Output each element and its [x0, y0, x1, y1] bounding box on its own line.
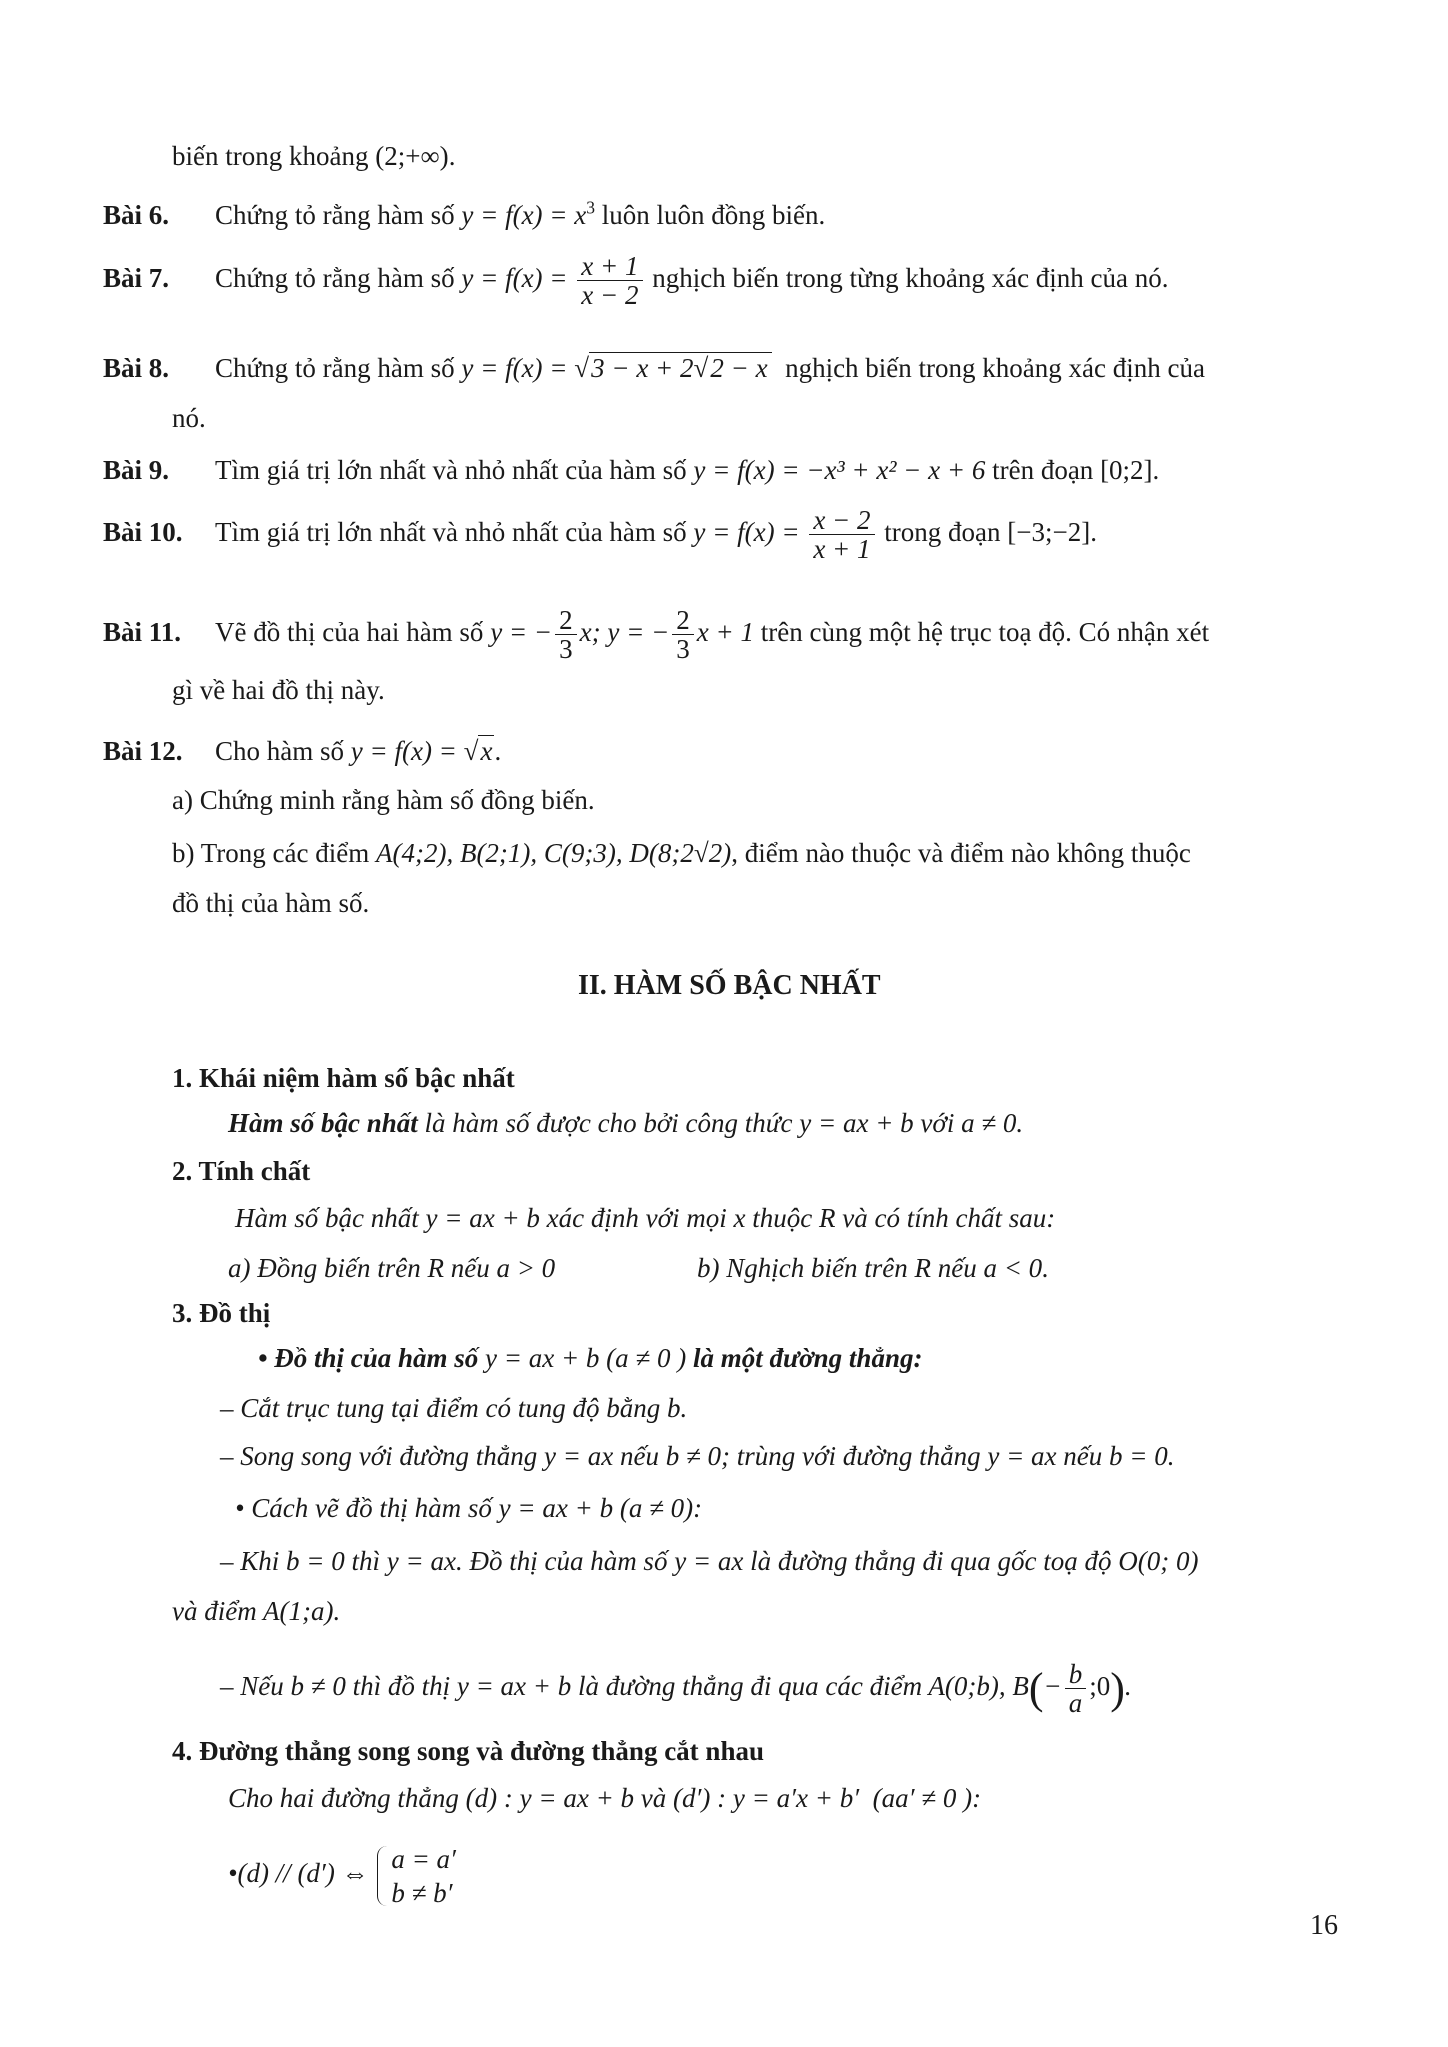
text: xác định với mọi x thuộc R và có tính chất sau: — [546, 1203, 1056, 1233]
text: . — [333, 1596, 341, 1626]
exercise-label: Bài 6. — [103, 200, 170, 230]
text: là đường thẳng đi qua gốc toạ độ O(0; 0) — [750, 1546, 1199, 1576]
math-expression: y = f(x) = −x³ + x² − x + 6 — [693, 455, 986, 485]
math-expression: y = f(x) = √ — [350, 736, 479, 766]
text: – Nếu — [220, 1671, 284, 1702]
exercise-text: trên cùng một hệ trục toạ độ. Có nhận xét — [760, 617, 1210, 648]
math-relation: •(d) // (d′) ⇔ — [228, 1858, 369, 1889]
numerator: x − 2 — [809, 506, 874, 535]
math-expression: y = f(x) = — [461, 263, 568, 294]
exercise-label: Bài 10. — [103, 517, 183, 548]
text: biến trong khoảng — [172, 141, 369, 171]
text: và điểm — [172, 1596, 257, 1626]
math-expression: y = f(x) = — [693, 517, 800, 548]
subsection-4-heading: 4. Đường thẳng song song và đường thẳng cắt nhau — [172, 1736, 764, 1766]
text: nếu — [1063, 1441, 1103, 1471]
parallel-condition — [228, 1842, 456, 1910]
exercise-9 — [103, 452, 1159, 488]
math-expression: y = f(x) = √ — [461, 353, 590, 383]
text: • Đồ thị của hàm số — [258, 1343, 479, 1373]
exercise-12-part-b-continuation — [172, 885, 369, 921]
property-intro — [235, 1200, 1055, 1236]
text: . Đồ thị của hàm số — [455, 1546, 668, 1576]
exercise-text: , điểm nào thuộc và điểm nào không thuộc — [731, 838, 1191, 868]
math-points: A(4;2), B(2;1), C(9;3), D(8;2√2) — [375, 838, 732, 868]
equation-system — [375, 1842, 456, 1910]
math-condition: a < 0 — [983, 1253, 1043, 1283]
exercise-text: Tìm giá trị lớn nhất và nhỏ nhất của hàm số — [215, 455, 687, 485]
math-expression: y = − — [490, 617, 553, 648]
exercise-11-continuation — [172, 672, 385, 708]
math-line-d-prime: (d′) : y = a′x + b′ — [673, 1783, 860, 1813]
section-title: II. HÀM SỐ BẬC NHẤT — [578, 970, 881, 1001]
text: ; trùng với đường thẳng — [721, 1441, 981, 1471]
text: . — [1042, 1253, 1049, 1283]
text: – Khi — [220, 1546, 280, 1576]
graph-bullet-1 — [258, 1340, 922, 1376]
math-fraction — [672, 606, 694, 664]
text: nếu — [619, 1441, 659, 1471]
right-paren: ) — [1110, 1663, 1125, 1713]
radicand: 3 − x + 2√ — [591, 353, 709, 383]
exercise-7 — [103, 252, 1169, 310]
math-expression: y = ax — [674, 1546, 744, 1576]
text: với — [920, 1108, 955, 1138]
numerator: 2 — [672, 606, 694, 635]
exercise-11 — [103, 606, 1209, 664]
inner-radicand: 2 − x — [710, 353, 768, 383]
numerator: x + 1 — [577, 252, 642, 281]
graph-dash-2 — [220, 1438, 1175, 1474]
math-interval: (2;+∞) — [375, 141, 449, 171]
definition-line — [228, 1105, 1023, 1141]
math-line-d: (d) : y = ax + b — [465, 1783, 635, 1813]
math-expression: y = ax + b — [456, 1671, 572, 1702]
math-point: A(0;b) — [928, 1671, 999, 1702]
text: thì — [351, 1546, 381, 1576]
radicand: x — [480, 736, 493, 766]
math-fraction — [555, 606, 577, 664]
graph-dash-3-continuation — [172, 1593, 340, 1629]
exercise-12-part-b — [172, 835, 1191, 871]
denominator: a — [1068, 1688, 1083, 1719]
system-equation-2: b ≠ b′ — [391, 1878, 453, 1908]
exercise-8-continuation — [172, 400, 206, 436]
math-expression: y = − — [607, 617, 670, 648]
text: là hàm số được cho bởi công thức — [424, 1108, 793, 1138]
graph-dash-4: – Nếu b ≠ 0 thì đồ thị y = ax + b là đường thẳng đi qua các điểm A(0;b), B(− $\frac{b}{a}$ ;0). — [220, 1659, 1132, 1719]
property-b — [697, 1250, 1049, 1286]
math-condition: b = 0 — [286, 1546, 345, 1576]
system-equation-1: a = a′ — [391, 1844, 456, 1874]
text: là một đường thẳng: — [692, 1343, 923, 1373]
left-paren: ( — [1028, 1663, 1044, 1713]
denominator: 3 — [559, 634, 573, 665]
math-point: A(1;a) — [262, 1596, 334, 1626]
text: . — [1016, 1108, 1024, 1138]
math-interval: [−3;−2] — [1007, 517, 1091, 548]
lines-intro — [228, 1780, 981, 1816]
text: . — [1090, 517, 1097, 548]
text: và — [640, 1783, 667, 1813]
exercise-8 — [103, 350, 1205, 386]
math-condition: a ≠ 0 — [961, 1108, 1017, 1138]
numerator: b — [1065, 1660, 1087, 1689]
bold-term: Hàm số bậc nhất — [228, 1108, 418, 1138]
math-expression: y = ax — [544, 1441, 614, 1471]
exercise-text: luôn luôn đồng biến. — [601, 200, 826, 230]
exercise-text: Tìm giá trị lớn nhất và nhỏ nhất của hàm số — [215, 517, 687, 548]
text: Hàm số bậc nhất — [235, 1203, 419, 1233]
text: Cho hai đường thẳng — [228, 1783, 459, 1813]
text: , — [998, 1671, 1006, 1702]
subsection-1-heading: 1. Khái niệm hàm số bậc nhất — [172, 1063, 515, 1093]
math-fraction — [577, 252, 642, 310]
continuation-line — [172, 138, 455, 174]
math-condition: b = 0 — [1109, 1441, 1168, 1471]
exercise-text: Chứng tỏ rằng hàm số — [215, 353, 455, 383]
exercise-12-part-a — [172, 782, 595, 818]
subsection-3-heading: 3. Đồ thị — [172, 1298, 271, 1328]
exercise-12 — [103, 733, 501, 769]
math-expression: y = f(x) = x — [461, 200, 587, 230]
math-expression: y = ax + b — [799, 1108, 914, 1138]
graph-dash-3 — [220, 1543, 1199, 1579]
text: a) Đồng biến trên R nếu — [228, 1253, 490, 1283]
denominator: x + 1 — [813, 534, 871, 565]
math-condition: (a ≠ 0 ) — [606, 1343, 687, 1373]
property-a — [228, 1250, 555, 1286]
text: – Song song với đường thẳng — [220, 1441, 538, 1471]
math-condition: (aa′ ≠ 0 ): — [872, 1783, 982, 1813]
exercise-text: a) Chứng minh rằng hàm số đồng biến. — [172, 785, 595, 815]
math-expression: y = ax + b — [425, 1203, 540, 1233]
math-interval: [0;2] — [1100, 455, 1153, 485]
math-expression: y = ax — [987, 1441, 1057, 1471]
math-expression: x; — [579, 617, 601, 648]
page-number: 16 — [1310, 1910, 1338, 1941]
exercise-text: nó. — [172, 403, 206, 433]
math-expression: y = ax — [386, 1546, 456, 1576]
exercise-6 — [103, 197, 825, 233]
exercise-text: nghịch biến trong từng khoảng xác định của nó. — [652, 263, 1169, 294]
math-condition: b ≠ 0 — [665, 1441, 722, 1471]
text: • Cách vẽ đồ thị hàm số — [235, 1493, 492, 1523]
exercise-label: Bài 9. — [103, 455, 170, 485]
text: . — [1152, 455, 1160, 485]
numerator: 2 — [555, 606, 577, 635]
math-expression: y = ax + b — [485, 1343, 600, 1373]
exercise-10 — [103, 506, 1097, 564]
exercise-label: Bài 8. — [103, 353, 170, 383]
exercise-text: trong đoạn — [884, 517, 1001, 548]
math-radical — [589, 352, 771, 383]
graph-dash-1: – Cắt trục tung tại điểm có tung độ bằng b. — [220, 1393, 688, 1423]
exercise-text: đồ thị của hàm số. — [172, 888, 370, 918]
exercise-text: gì về hai đồ thị này. — [172, 675, 385, 705]
denominator: 3 — [676, 634, 690, 665]
math-condition: a > 0 — [496, 1253, 556, 1283]
exercise-text: b) Trong các điểm — [172, 838, 370, 868]
text: . — [1167, 1441, 1175, 1471]
exercise-label: Bài 11. — [103, 617, 182, 648]
math-fraction — [1065, 1660, 1087, 1718]
exercise-label: Bài 7. — [103, 263, 170, 294]
text: thì đồ thị — [352, 1671, 451, 1702]
math-point: B — [1012, 1671, 1029, 1702]
graph-bullet-2 — [235, 1490, 702, 1526]
math-fraction — [809, 506, 874, 564]
math-condition: (a ≠ 0): — [619, 1493, 703, 1523]
exercise-text: Chứng tỏ rằng hàm số — [215, 263, 455, 294]
text: . — [1124, 1671, 1132, 1702]
exercise-text: trên đoạn — [992, 455, 1094, 485]
math-expression: x + 1 — [696, 617, 755, 648]
exercise-text: Chứng tỏ rằng hàm số — [215, 200, 455, 230]
text: b) Nghịch biến trên R nếu — [697, 1253, 977, 1283]
denominator: x − 2 — [581, 280, 639, 311]
text: . — [448, 141, 456, 171]
exercise-text: nghịch biến trong khoảng xác định của — [785, 353, 1205, 383]
text: . — [494, 736, 502, 766]
math-expression: y = ax + b — [498, 1493, 614, 1523]
math-exponent: 3 — [586, 197, 596, 218]
exercise-label: Bài 12. — [103, 736, 183, 766]
exercise-text: Vẽ đồ thị của hai hàm số — [215, 617, 484, 648]
exercise-text: Cho hàm số — [215, 736, 345, 766]
text: là đường thẳng đi qua các điểm — [578, 1671, 923, 1702]
subsection-2-heading: 2. Tính chất — [172, 1156, 311, 1186]
math-condition: b ≠ 0 — [290, 1671, 346, 1702]
